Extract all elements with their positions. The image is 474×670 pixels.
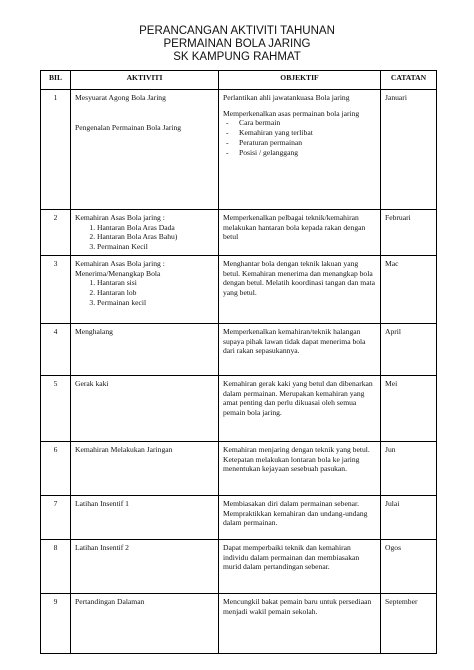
list-item: - Peraturan permainan — [239, 138, 376, 148]
bil-cell: 9 — [41, 593, 71, 653]
bil-cell: 6 — [41, 441, 71, 495]
title-line-1: PERANCANGAN AKTIVITI TAHUNAN — [139, 25, 335, 37]
catatan-cell: Julai — [381, 495, 437, 539]
bil-cell: 4 — [41, 323, 71, 375]
objektif-cell: Memperkenalkan pelbagai teknik/kemahiran melakukan hantaran bola kepada rakan dengan betul — [219, 210, 381, 256]
aktiviti-cell: Pertandingan Dalaman — [71, 593, 219, 653]
objektif-cell: Membiasakan diri dalam permainan sebenar. Mempraktikkan kemahiran dan undang-undang dalam permainan. — [219, 495, 381, 539]
table-row — [41, 593, 437, 653]
aktiviti-list — [75, 278, 214, 307]
bil-cell: 8 — [41, 539, 71, 593]
aktiviti-text: Mesyuarat Agong Bola Jaring — [75, 93, 166, 102]
table-row — [41, 539, 437, 593]
list-item: - Posisi / gelanggang — [239, 148, 376, 158]
objektif-cell: Dapat memperbaiki teknik dan kemahiran individu dalam permainan dan membiasakan murid dalam pertandingan sebenar. — [219, 539, 381, 593]
objektif-cell: Memperkenalkan kemahiran/teknik halangan supaya pihak lawan tidak dapat menerima bola dari rakan sepasukannya. — [219, 323, 381, 375]
table-header-row — [41, 71, 437, 90]
table-row — [41, 441, 437, 495]
list-item: 3. Permainan kecil — [97, 298, 214, 308]
catatan-cell: September — [381, 593, 437, 653]
bil-cell: 5 — [41, 375, 71, 441]
catatan-cell: Mac — [381, 255, 437, 323]
list-item: 3. Permainan Kecil — [97, 242, 214, 252]
list-item: 1. Hantaran Bola Aras Dada — [97, 223, 214, 233]
aktiviti-cell — [71, 90, 219, 210]
table-row — [41, 255, 437, 323]
aktiviti-text: Kemahiran Asas Bola jaring : — [75, 213, 165, 222]
objektif-list — [223, 118, 376, 157]
objektif-cell: Kemahiran gerak kaki yang betul dan dibenarkan dalam permainan. Merupakan kemahiran yang amat penting dan perlu dikuasai oleh semua pemain bola jaring. — [219, 375, 381, 441]
catatan-cell: Januari — [381, 90, 437, 210]
objektif-cell — [219, 90, 381, 210]
list-item: - Cara bermain — [239, 118, 376, 128]
objektif-cell: Kemahiran menjaring dengan teknik yang betul. Ketepatan melakukan lontaran bola ke jaring menentukan kejayaan sesebuah pasukan. — [219, 441, 381, 495]
table-row — [41, 323, 437, 375]
list-item: - Kemahiran yang terlibat — [239, 128, 376, 138]
aktiviti-cell: Menghalang — [71, 323, 219, 375]
catatan-cell: Mei — [381, 375, 437, 441]
bil-cell: 1 — [41, 90, 71, 210]
objektif-text: Memperkenalkan asas permainan bola jaring — [223, 108, 360, 118]
bil-cell: 2 — [41, 210, 71, 256]
aktiviti-cell — [71, 210, 219, 256]
title-line-3: SK KAMPUNG RAHMAT — [173, 51, 301, 63]
table-row — [41, 90, 437, 210]
catatan-cell: Ogos — [381, 539, 437, 593]
catatan-cell: April — [381, 323, 437, 375]
objektif-text: Perlantikan ahli jawatankuasa Bola jaring — [223, 93, 350, 102]
table-row — [41, 375, 437, 441]
header-aktiviti: AKTIVITI — [71, 71, 219, 90]
header-objektif: OBJEKTIF — [219, 71, 381, 90]
aktiviti-list — [75, 223, 214, 252]
aktiviti-cell: Latihan Insentif 2 — [71, 539, 219, 593]
header-catatan: CATATAN — [381, 71, 437, 90]
objektif-cell: Mencungkil bakat pemain baru untuk persediaan menjadi wakil pemain sekolah. — [219, 593, 381, 653]
title-line-2: PERMAINAN BOLA JARING — [163, 38, 311, 50]
catatan-cell: Jun — [381, 441, 437, 495]
aktiviti-text: Pengenalan Permainan Bola Jaring — [75, 122, 182, 132]
header-bil: BIL — [41, 71, 71, 90]
objektif-cell: Menghantar bola dengan teknik lakuan yang betul. Kemahiran menerima dan menangkap bola dengan betul. Melatih koordinasi tangan dan mata yang betul. — [219, 255, 381, 323]
bil-cell: 7 — [41, 495, 71, 539]
list-item: 2. Hantaran Bola Aras Bahu) — [97, 232, 214, 242]
table-row — [41, 210, 437, 256]
aktiviti-cell: Kemahiran Melakukan Jaringan — [71, 441, 219, 495]
aktiviti-cell — [71, 255, 219, 323]
bil-cell: 3 — [41, 255, 71, 323]
table-row — [41, 495, 437, 539]
catatan-cell: Februari — [381, 210, 437, 256]
list-item: 1. Hantaran sisi — [97, 278, 214, 288]
aktiviti-cell: Latihan Insentif 1 — [71, 495, 219, 539]
aktiviti-text: Kemahiran Asas Bola jaring : Menerima/Menangkap Bola — [75, 258, 165, 278]
activity-table — [40, 70, 437, 654]
list-item: 2. Hantaran lob — [97, 288, 214, 298]
aktiviti-cell: Gerak kaki — [71, 375, 219, 441]
